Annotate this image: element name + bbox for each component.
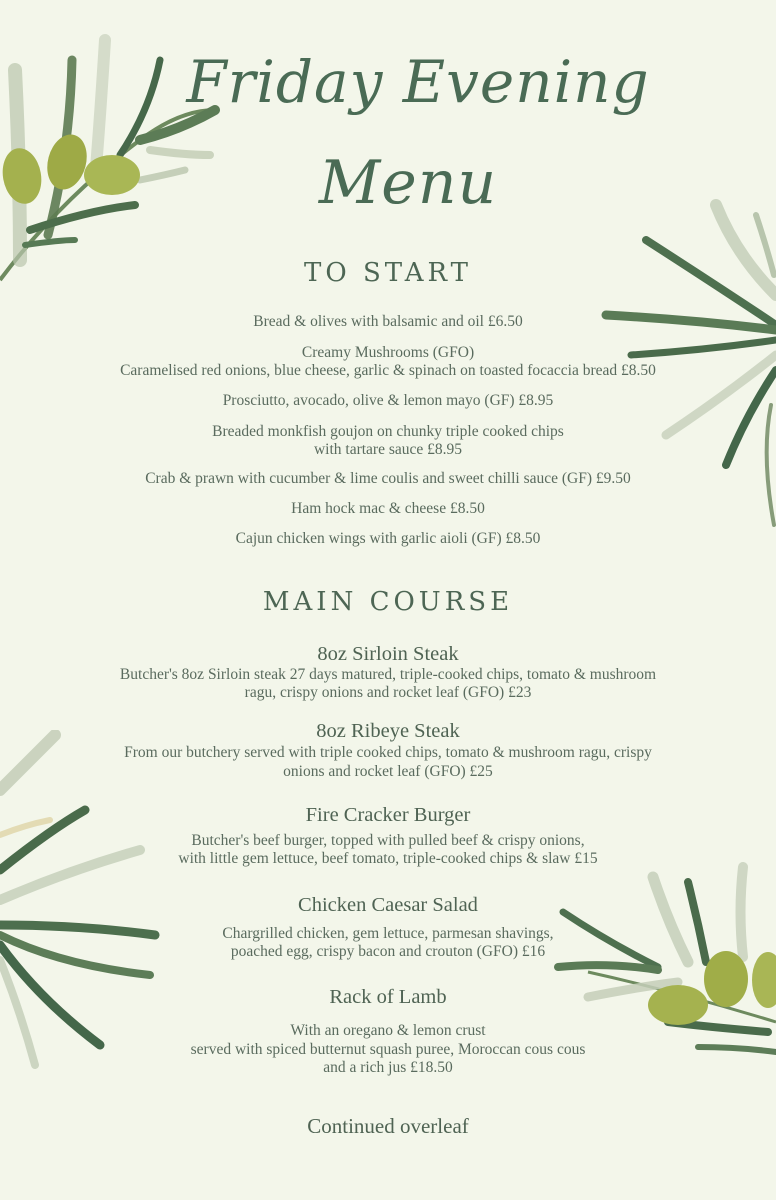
starter-item: Prosciutto, avocado, olive & lemon mayo (GF) £8.95 [222, 392, 554, 409]
main-dish-description: with little gem lettuce, beef tomato, triple-cooked chips & slaw £15 [178, 850, 598, 867]
main-dish-description: Butcher's beef burger, topped with pulled beef & crispy onions, [191, 832, 585, 849]
mains-heading: MAIN COURSE [262, 587, 514, 617]
main-dish-name: 8oz Ribeye Steak [316, 720, 460, 742]
main-dish-description: With an oregano & lemon crust [290, 1022, 486, 1039]
main-dish-description: served with spiced butternut squash puree, Moroccan cous cous [190, 1041, 586, 1058]
starter-item-description: Caramelised red onions, blue cheese, garlic & spinach on toasted focaccia bread £8.50 [120, 362, 656, 379]
starter-item: Crab & prawn with cucumber & lime coulis and sweet chilli sauce (GF) £9.50 [145, 470, 631, 487]
main-dish-description: From our butchery served with triple cooked chips, tomato & mushroom ragu, crispy [124, 744, 652, 761]
starter-item: Ham hock mac & cheese £8.50 [291, 500, 485, 517]
main-dish-description: and a rich jus £18.50 [323, 1059, 453, 1076]
main-dish-name: 8oz Sirloin Steak [317, 643, 459, 665]
menu-title-line2: Menu [318, 148, 498, 218]
starter-item: Creamy Mushrooms (GFO) [301, 344, 475, 361]
main-dish-description: ragu, crispy onions and rocket leaf (GFO) £23 [244, 684, 532, 701]
main-dish-description: poached egg, crispy bacon and crouton (GFO) £16 [230, 943, 546, 960]
starter-item-description: with tartare sauce £8.95 [313, 441, 463, 458]
starter-item: Bread & olives with balsamic and oil £6.50 [253, 313, 523, 330]
main-dish-name: Rack of Lamb [329, 986, 447, 1008]
main-dish-description: Butcher's 8oz Sirloin steak 27 days matured, triple-cooked chips, tomato & mushroom [119, 666, 657, 683]
main-dish-description: Chargrilled chicken, gem lettuce, parmesan shavings, [222, 925, 554, 942]
starter-item: Breaded monkfish goujon on chunky triple cooked chips [212, 423, 564, 440]
main-dish-name: Fire Cracker Burger [305, 804, 471, 826]
starter-item: Cajun chicken wings with garlic aioli (GF) £8.50 [235, 530, 541, 547]
main-dish-description: onions and rocket leaf (GFO) £25 [283, 763, 493, 780]
main-dish-name: Chicken Caesar Salad [298, 894, 478, 916]
continued-overleaf-note: Continued overleaf [307, 1114, 469, 1138]
starters-heading: TO START [304, 258, 472, 288]
menu-title-line1: Friday Evening [186, 48, 650, 116]
